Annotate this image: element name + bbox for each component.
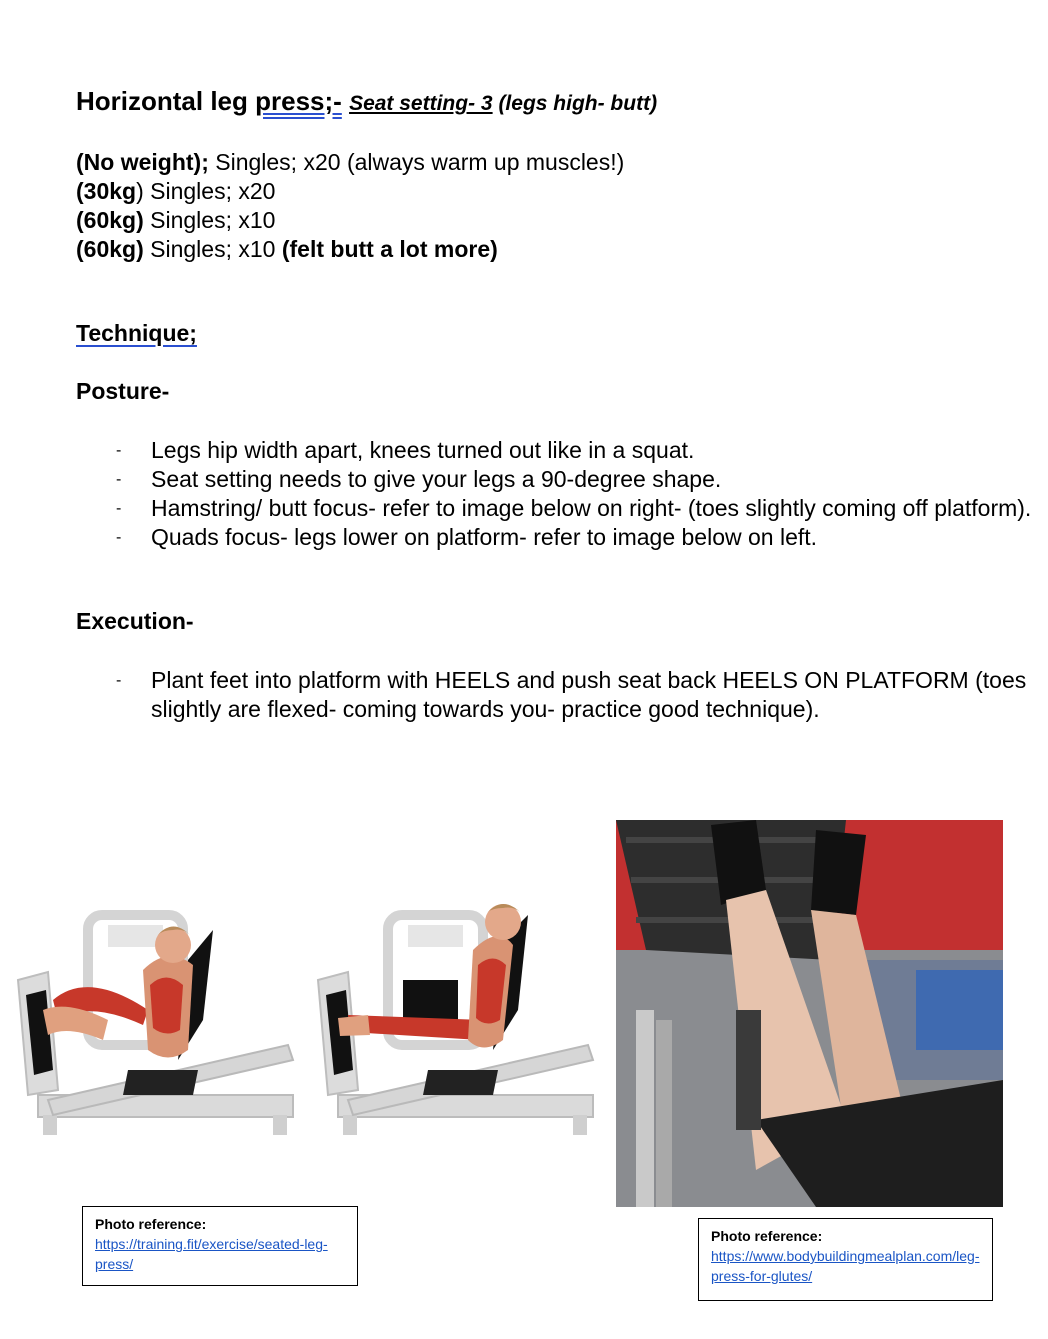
list-item: - Legs hip width apart, knees turned out like in a squat. [116,437,695,463]
sets-list [76,148,624,264]
list-item: - Hamstring/ butt focus- refer to image below on right- (toes slightly coming off platform). [116,495,1032,521]
gym-photo [616,820,1003,1207]
leg-press-illustration [8,900,608,1145]
list-item: - Quads focus- legs lower on platform- refer to image below on left. [116,524,818,550]
execution-heading: Execution- [76,608,194,634]
list-item: - Seat setting needs to give your legs a 90-degree shape. [116,466,722,492]
execution-list [116,666,1036,724]
set-row: (30kg) Singles; x20 [76,178,276,204]
page-title [76,86,657,117]
posture-list [116,436,1036,552]
list-item: - Plant feet into platform with HEELS and push seat back HEELS ON PLATFORM (toes slightly are flexed- coming towards you- practice good technique). [116,667,1027,722]
seat-setting [349,92,657,115]
set-row: (60kg) Singles; x10 (felt butt a lot more) [76,236,498,262]
set-row: (No weight); Singles; x20 (always warm up muscles!) [76,149,625,175]
machine-right [318,904,593,1135]
title-underlined: press;- [255,86,342,116]
photo-reference-right [698,1218,993,1301]
set-row: (60kg) Singles; x10 [76,207,276,233]
photo-reference-heading: Photo reference: [711,1228,823,1244]
machine-left [18,915,293,1135]
posture-heading: Posture- [76,378,170,404]
seat-setting-rest: (legs high- butt) [492,92,658,115]
technique-heading: Technique; [76,320,197,346]
title-main: Horizontal leg [76,86,256,116]
photo-reference-link[interactable]: https://www.bodybuildingmealplan.com/leg-press-for-glutes/ [711,1248,980,1284]
photo-reference-link[interactable]: https://training.fit/exercise/seated-leg-press/ [95,1236,328,1272]
leg-press-photo-illustration [616,820,1003,1207]
seat-setting-underlined: Seat setting- 3 [349,92,493,115]
photo-reference-heading: Photo reference: [95,1216,207,1232]
photo-reference-left [82,1206,358,1286]
